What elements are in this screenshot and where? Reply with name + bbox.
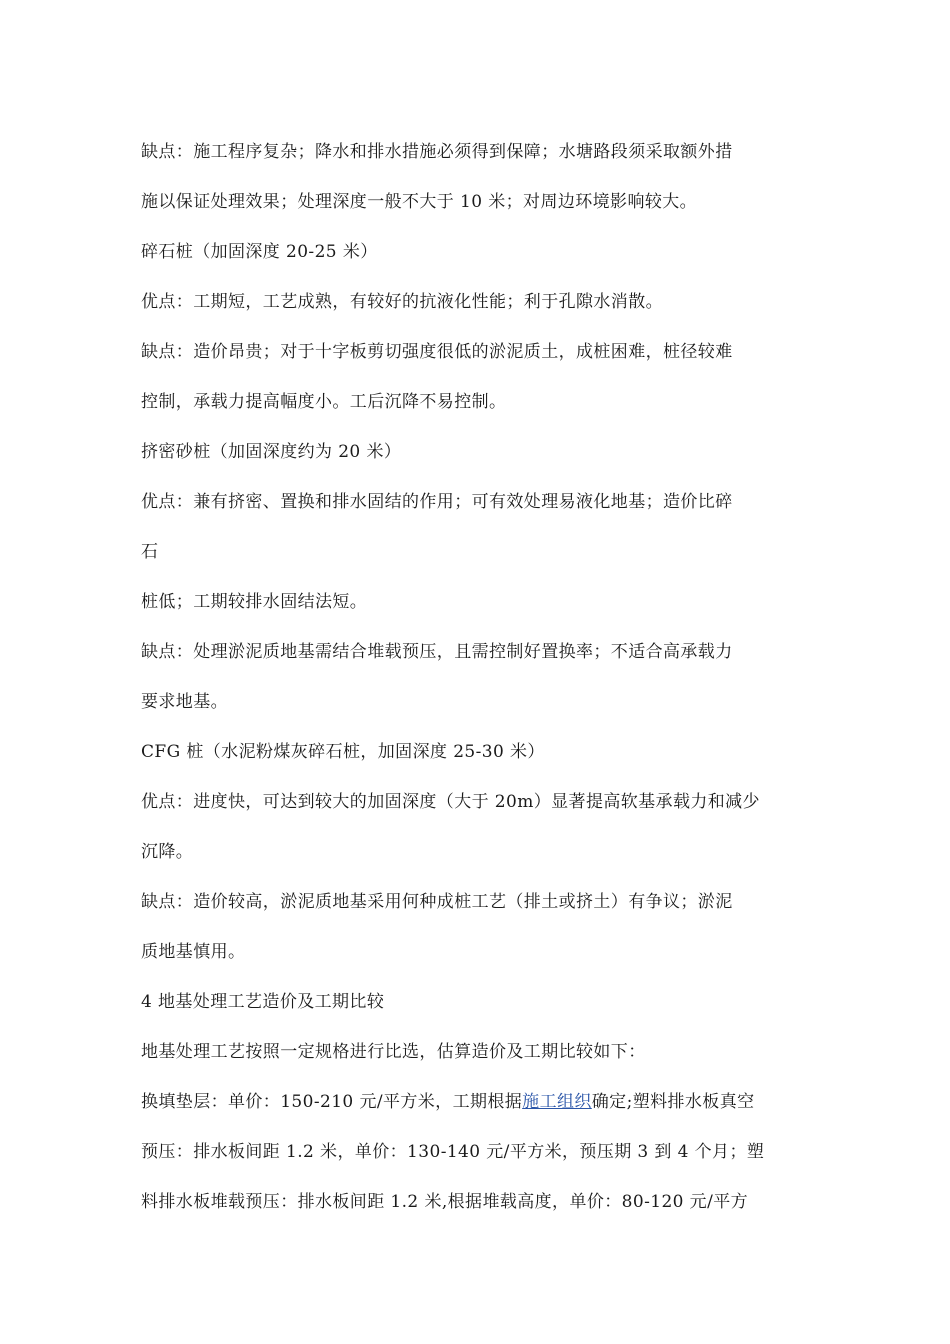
paragraph-line: 料排水板堆载预压：排水板间距 1.2 米,根据堆载高度，单价：80-120 元/平方 bbox=[141, 1192, 749, 1212]
construction-organization-link[interactable]: 施工组织 bbox=[522, 1092, 592, 1112]
section-heading: CFG 桩（水泥粉煤灰碎石桩，加固深度 25-30 米） bbox=[141, 742, 545, 762]
paragraph-line: 缺点：施工程序复杂；降水和排水措施必须得到保障；水塘路段须采取额外措 bbox=[141, 142, 733, 162]
line-text: 换填垫层：单价：150-210 元/平方米，工期根据 bbox=[141, 1092, 523, 1112]
paragraph-line: 石 bbox=[141, 542, 159, 562]
paragraph-line: 质地基慎用。 bbox=[141, 942, 246, 962]
paragraph-line: 施以保证处理效果；处理深度一般不大于 10 米；对周边环境影响较大。 bbox=[141, 192, 698, 212]
section-heading: 碎石桩（加固深度 20-25 米） bbox=[141, 242, 378, 262]
paragraph-line: 地基处理工艺按照一定规格进行比选，估算造价及工期比较如下： bbox=[141, 1042, 646, 1062]
paragraph-line: 优点：工期短，工艺成熟，有较好的抗液化性能；利于孔隙水消散。 bbox=[141, 292, 663, 312]
paragraph-line-with-link bbox=[141, 1090, 821, 1114]
section-heading: 挤密砂桩（加固深度约为 20 米） bbox=[141, 442, 402, 462]
paragraph-line: 控制，承载力提高幅度小。工后沉降不易控制。 bbox=[141, 392, 507, 412]
paragraph-line: 缺点：处理淤泥质地基需结合堆载预压，且需控制好置换率；不适合高承载力 bbox=[141, 642, 733, 662]
paragraph-line: 缺点：造价较高，淤泥质地基采用何种成桩工艺（排土或挤土）有争议；淤泥 bbox=[141, 892, 733, 912]
paragraph-line: 桩低；工期较排水固结法短。 bbox=[141, 592, 368, 612]
paragraph-line: 优点：兼有挤密、置换和排水固结的作用；可有效处理易液化地基；造价比碎 bbox=[141, 492, 733, 512]
paragraph-line: 预压：排水板间距 1.2 米，单价：130-140 元/平方米，预压期 3 到 4 个月；塑 bbox=[141, 1142, 765, 1162]
section-heading: 4 地基处理工艺造价及工期比较 bbox=[141, 992, 385, 1012]
paragraph-line: 沉降。 bbox=[141, 842, 194, 862]
line-text: 确定;塑料排水板真空 bbox=[591, 1092, 755, 1112]
paragraph-line: 要求地基。 bbox=[141, 692, 228, 712]
paragraph-line: 优点：进度快，可达到较大的加固深度（大于 20m）显著提高软基承载力和减少 bbox=[141, 792, 760, 812]
paragraph-line: 缺点：造价昂贵；对于十字板剪切强度很低的淤泥质土，成桩困难，桩径较难 bbox=[141, 342, 733, 362]
